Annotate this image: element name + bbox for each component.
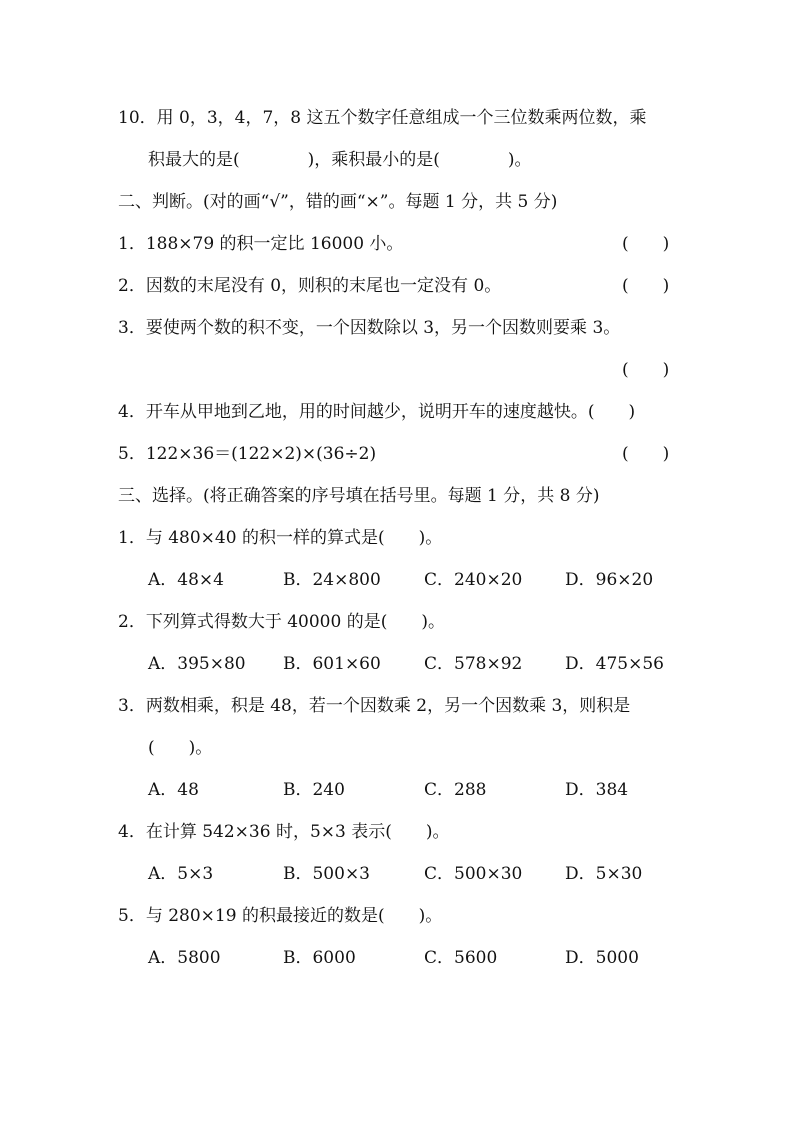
choice-item-2: 2．下列算式得数大于 40000 的是( )。 <box>118 612 445 632</box>
choice-item-5: 5．与 280×19 的积最接近的数是( )。 <box>118 906 443 926</box>
judge-item-1-bracket: ( ) <box>622 234 670 254</box>
choice-5-option-c: C．5600 <box>424 948 498 968</box>
judge-item-3-bracket: ( ) <box>622 360 670 380</box>
choice-4-option-c: C．500×30 <box>424 864 523 884</box>
choice-1-option-c: C．240×20 <box>424 570 523 590</box>
choice-5-option-a: A．5800 <box>148 948 221 968</box>
judge-item-1: 1．188×79 的积一定比 16000 小。 <box>118 234 404 254</box>
choice-section-heading: 三、选择。(将正确答案的序号填在括号里。每题 1 分，共 8 分) <box>118 486 600 506</box>
judge-item-5: 5．122×36＝(122×2)×(36÷2) <box>118 444 377 464</box>
choice-3-option-a: A．48 <box>148 780 199 800</box>
choice-5-option-d: D．5000 <box>565 948 639 968</box>
judge-item-2: 2．因数的末尾没有 0，则积的末尾也一定没有 0。 <box>118 276 502 296</box>
judge-item-2-bracket: ( ) <box>622 276 670 296</box>
choice-1-option-b: B．24×800 <box>283 570 381 590</box>
choice-2-option-b: B．601×60 <box>283 654 381 674</box>
choice-4-option-d: D．5×30 <box>565 864 643 884</box>
choice-1-option-d: D．96×20 <box>565 570 654 590</box>
choice-item-1: 1．与 480×40 的积一样的算式是( )。 <box>118 528 443 548</box>
choice-5-option-b: B．6000 <box>283 948 356 968</box>
choice-2-option-a: A．395×80 <box>148 654 246 674</box>
choice-1-option-a: A．48×4 <box>148 570 224 590</box>
choice-2-option-c: C．578×92 <box>424 654 523 674</box>
choice-4-option-a: A．5×3 <box>148 864 214 884</box>
choice-item-4: 4．在计算 542×36 时，5×3 表示( )。 <box>118 822 450 842</box>
choice-2-option-d: D．475×56 <box>565 654 664 674</box>
judge-item-4: 4．开车从甲地到乙地，用的时间越少，说明开车的速度越快。( ) <box>118 402 636 422</box>
choice-item-3: 3．两数相乘，积是 48，若一个因数乘 2，另一个因数乘 3，则积是 <box>118 696 631 716</box>
choice-3-option-b: B．240 <box>283 780 345 800</box>
choice-3-option-d: D．384 <box>565 780 629 800</box>
judge-section-heading: 二、判断。(对的画“√”，错的画“×”。每题 1 分，共 5 分) <box>118 192 558 212</box>
judge-item-3: 3．要使两个数的积不变，一个因数除以 3，另一个因数则要乘 3。 <box>118 318 621 338</box>
choice-item-3-continuation: ( )。 <box>148 738 213 758</box>
choice-4-option-b: B．500×3 <box>283 864 371 884</box>
question-10-line-2: 积最大的是( )，乘积最小的是( )。 <box>148 150 532 170</box>
question-10-line-1: 10．用 0，3，4，7，8 这五个数字任意组成一个三位数乘两位数，乘 <box>118 108 647 128</box>
judge-item-5-bracket: ( ) <box>622 444 670 464</box>
choice-3-option-c: C．288 <box>424 780 487 800</box>
